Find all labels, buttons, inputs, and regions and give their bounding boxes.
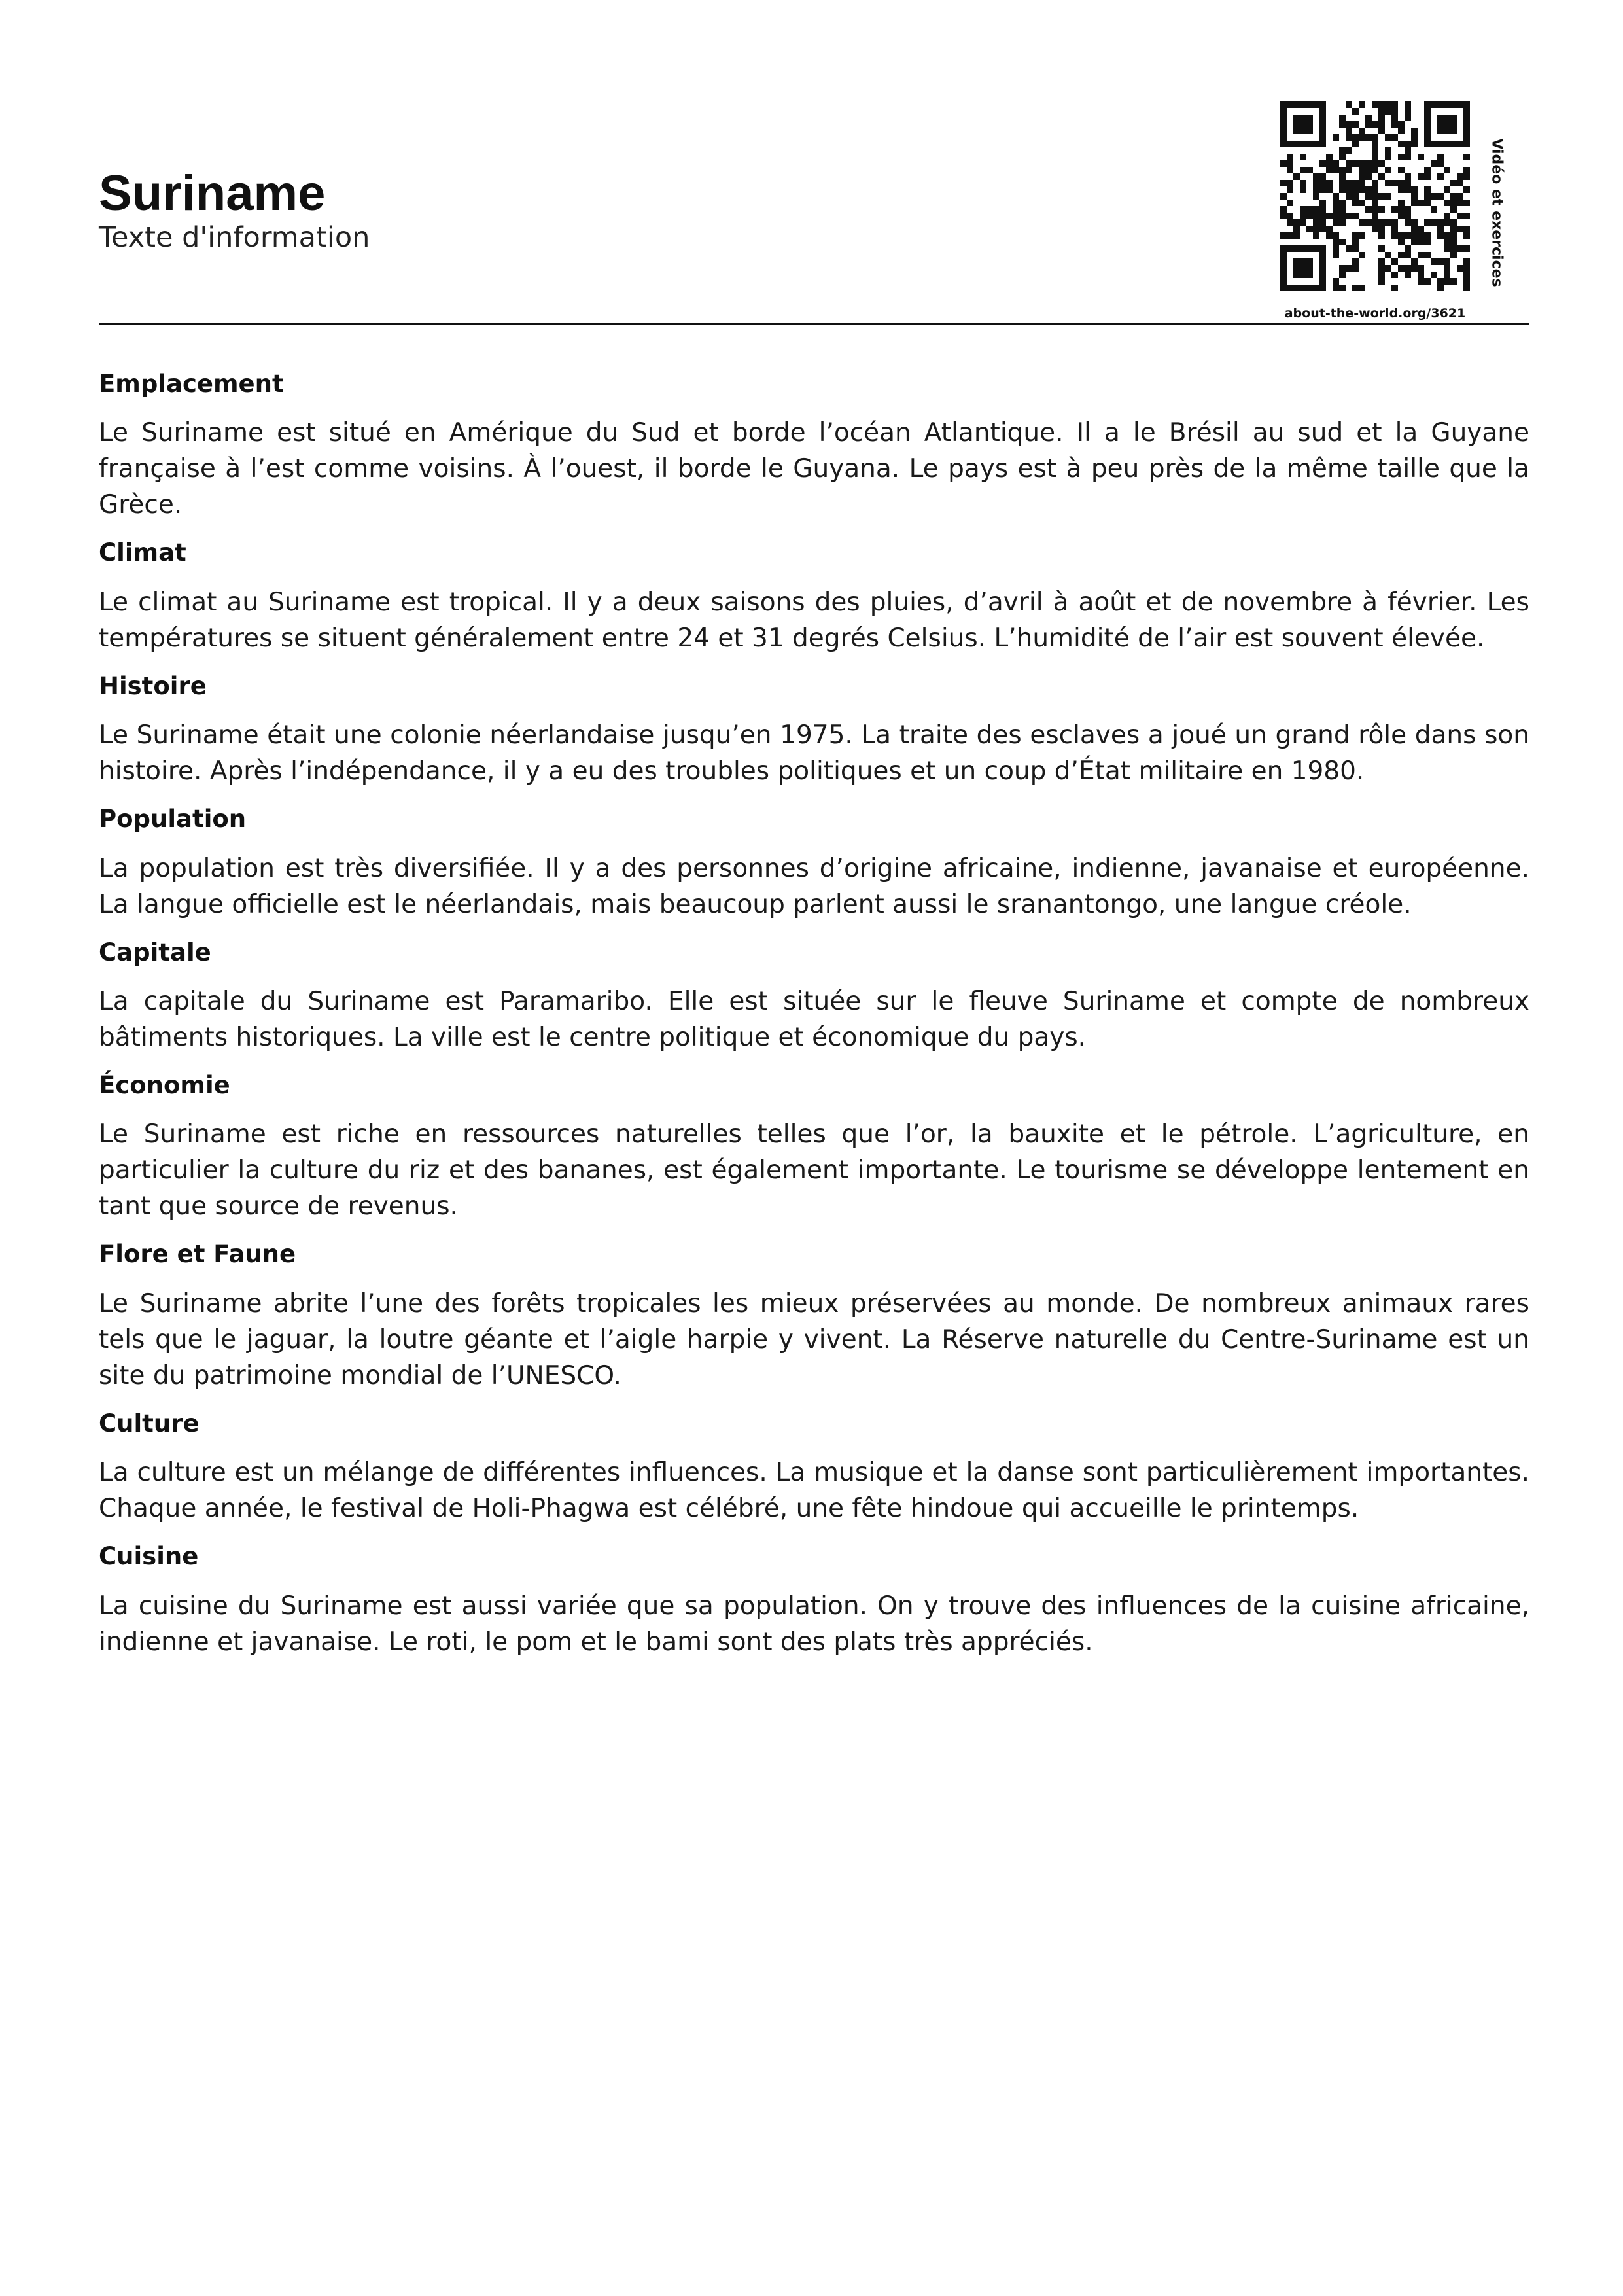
section-text: La population est très diversifiée. Il y a des personnes d’origine africaine, indienne, javanaise et européenne. La langue officielle est le néerlandais, mais beaucoup parlent aussi le sranantongo, une langue créole.: [99, 853, 1529, 919]
qr-side-text: Vidéo et exercices: [1488, 138, 1505, 287]
section-culture: [99, 1409, 1529, 1527]
section-histoire: [99, 672, 1529, 789]
section-population: [99, 805, 1529, 922]
page-subtitle: Texte d'information: [99, 221, 370, 254]
section-economie: [99, 1071, 1529, 1224]
header-divider: [99, 323, 1529, 325]
section-flore-et-faune: [99, 1240, 1529, 1393]
qr-code-graphic: [1274, 98, 1476, 294]
section-capitale: [99, 938, 1529, 1055]
section-cuisine: [99, 1542, 1529, 1659]
qr-code-icon[interactable]: [1274, 98, 1476, 294]
section-heading: Histoire: [99, 671, 207, 700]
section-heading: Population: [99, 805, 247, 834]
section-climat: [99, 539, 1529, 656]
section-text: Le Suriname abrite l’une des forêts tropicales les mieux préservées au monde. De nombreux animaux rares tels que le jaguar, la loutre géante et l’aigle harpie y vivent. La Réserve naturelle du Centre-Suriname est un site du patrimoine mondial de l’UNESCO.: [99, 1288, 1529, 1390]
section-heading: Cuisine: [99, 1542, 199, 1571]
section-heading: Flore et Faune: [99, 1240, 296, 1269]
section-text: La culture est un mélange de différentes influences. La musique et la danse sont particulièrement importantes. Chaque année, le festival de Holi-Phagwa est célébré, une fête hindoue qui accueille le printemps.: [99, 1458, 1529, 1524]
section-text: La cuisine du Suriname est aussi variée que sa population. On y trouve des influences de la cuisine africaine, indienne et javanaise. Le roti, le pom et le bami sont des plats très appréciés.: [99, 1591, 1529, 1657]
section-heading: Emplacement: [99, 370, 284, 398]
content-body: [99, 370, 1529, 1676]
page-title: Suriname: [99, 166, 326, 221]
section-text: Le Suriname est riche en ressources naturelles telles que l’or, la bauxite et le pétrole. L’agriculture, en particulier la culture du riz et des bananes, est également importante. Le tourisme se développe lentement en tant que source de revenus.: [99, 1120, 1529, 1222]
section-heading: Capitale: [99, 938, 211, 966]
qr-side-label: [1484, 124, 1510, 301]
section-heading: Économie: [99, 1070, 230, 1099]
qr-url-label[interactable]: about-the-world.org/3621: [1284, 306, 1466, 321]
section-heading: Climat: [99, 539, 186, 567]
section-text: Le climat au Suriname est tropical. Il y a deux saisons des pluies, d’avril à août et de novembre à février. Les températures se situent généralement entre 24 et 31 degrés Celsius. L’humidité de l’air est souvent élevée.: [99, 587, 1529, 653]
section-text: Le Suriname était une colonie néerlandaise jusqu’en 1975. La traite des esclaves a joué un grand rôle dans son histoire. Après l’indépendance, il y a eu des troubles politiques et un coup d’État militaire en 1980.: [99, 720, 1529, 786]
section-heading: Culture: [99, 1409, 200, 1438]
section-emplacement: [99, 370, 1529, 523]
section-text: La capitale du Suriname est Paramaribo. Elle est située sur le fleuve Suriname et compte de nombreux bâtiments historiques. La ville est le centre politique et économique du pays.: [99, 986, 1529, 1052]
section-text: Le Suriname est situé en Amérique du Sud et borde l’océan Atlantique. Il a le Brésil au sud et la Guyane française à l’est comme voisins. À l’ouest, il borde le Guyana. Le pays est à peu près de la même taille que la Grèce.: [99, 418, 1529, 520]
